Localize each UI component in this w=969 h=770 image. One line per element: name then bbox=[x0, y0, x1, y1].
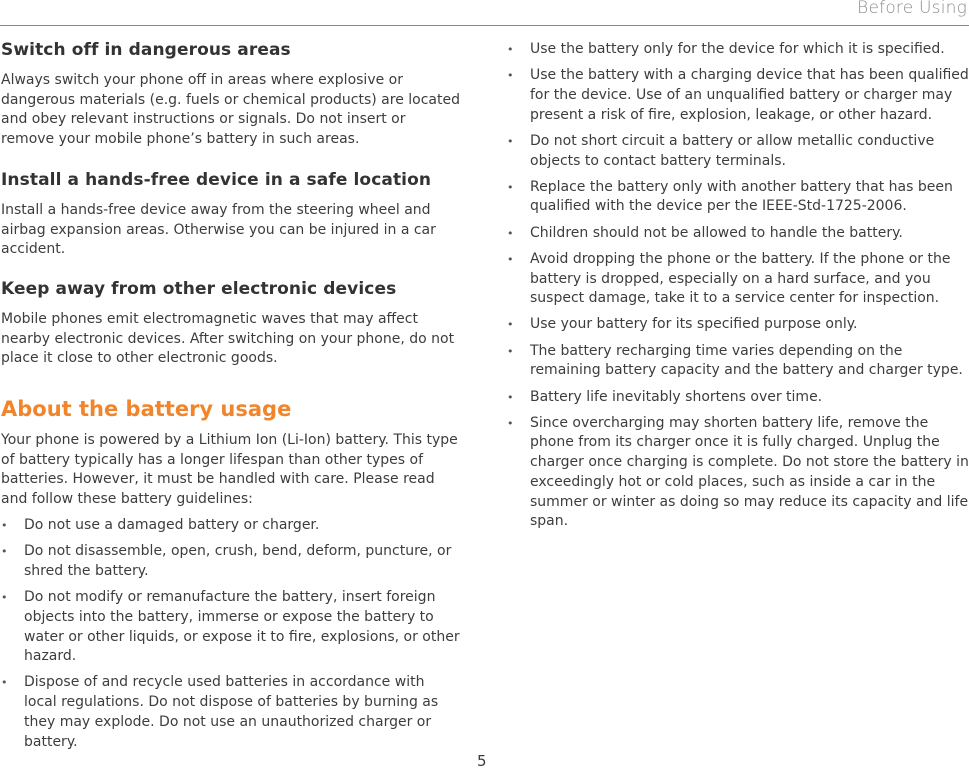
paragraph-hands-free: Install a hands-free device away from the steering wheel and airbag expansion areas. Otherwise you can be injured in a car accident. bbox=[1, 202, 436, 258]
paragraph-switch-off: Always switch your phone off in areas where explosive or dangerous materials (e.g. fuels or chemical products) are located and obey relevant instructions or signals. Do not insert or remove your mobile phone’s battery in such areas. bbox=[1, 72, 460, 148]
list-item: • Replace the battery only with another battery that has been qualified with the device per the IEEE-Std-1725-2006. bbox=[507, 178, 969, 217]
header-divider bbox=[0, 25, 969, 26]
paragraph-battery-intro: Your phone is powered by a Lithium Ion (Li-Ion) battery. This type of battery typically has a longer lifespan than other types of batteries. However, it must be handled with care. Please read and follow these battery guidelines: bbox=[1, 432, 458, 508]
list-item: • Use the battery with a charging device that has been qualified for the device. Use of an unqualified battery or charger may present a risk of fire, explosion, leakage, or other hazard. bbox=[507, 66, 969, 125]
list-item: • Do not use a damaged battery or charger. bbox=[1, 516, 461, 536]
list-item: • Children should not be allowed to handle the battery. bbox=[507, 224, 969, 244]
battery-guidelines-list-right bbox=[507, 40, 969, 538]
list-item: • Since overcharging may shorten battery life, remove the phone from its charger once it is fully charged. Unplug the charger once charging is complete. Do not store the battery in exceedingly hot or cold places, such as inside a car in the summer or winter as doing so may reduce its capacity and life span. bbox=[507, 414, 969, 532]
list-item: • The battery recharging time varies depending on the remaining battery capacity and the battery and charger type. bbox=[507, 342, 969, 381]
list-item: • Avoid dropping the phone or the battery. If the phone or the battery is dropped, especially on a hard surface, and you suspect damage, take it to a service center for inspection. bbox=[507, 250, 969, 309]
heading-keep-away: Keep away from other electronic devices bbox=[1, 279, 397, 299]
section-title: Before Using bbox=[857, 0, 967, 18]
heading-hands-free: Install a hands-free device in a safe location bbox=[1, 170, 432, 190]
battery-guidelines-list-left bbox=[1, 516, 461, 759]
page-number: 5 bbox=[477, 752, 487, 770]
list-item: • Use your battery for its specified purpose only. bbox=[507, 315, 969, 335]
list-item: • Do not short circuit a battery or allow metallic conductive objects to contact battery terminals. bbox=[507, 132, 969, 171]
heading-switch-off: Switch off in dangerous areas bbox=[1, 40, 291, 60]
list-item: • Do not modify or remanufacture the battery, insert foreign objects into the battery, immerse or expose the battery to water or other liquids, or expose it to fire, explosions, or other hazard. bbox=[1, 588, 461, 667]
list-item: • Battery life inevitably shortens over time. bbox=[507, 388, 969, 408]
paragraph-keep-away: Mobile phones emit electromagnetic waves that may affect nearby electronic devices. After switching on your phone, do not place it close to other electronic goods. bbox=[1, 311, 455, 367]
heading-battery-usage: About the battery usage bbox=[1, 397, 292, 421]
list-item: • Do not disassemble, open, crush, bend, deform, puncture, or shred the battery. bbox=[1, 542, 461, 581]
list-item: • Use the battery only for the device for which it is specified. bbox=[507, 40, 969, 60]
list-item: • Dispose of and recycle used batteries in accordance with local regulations. Do not dispose of batteries by burning as they may explode. Do not use an unauthorized charger or battery. bbox=[1, 673, 461, 752]
